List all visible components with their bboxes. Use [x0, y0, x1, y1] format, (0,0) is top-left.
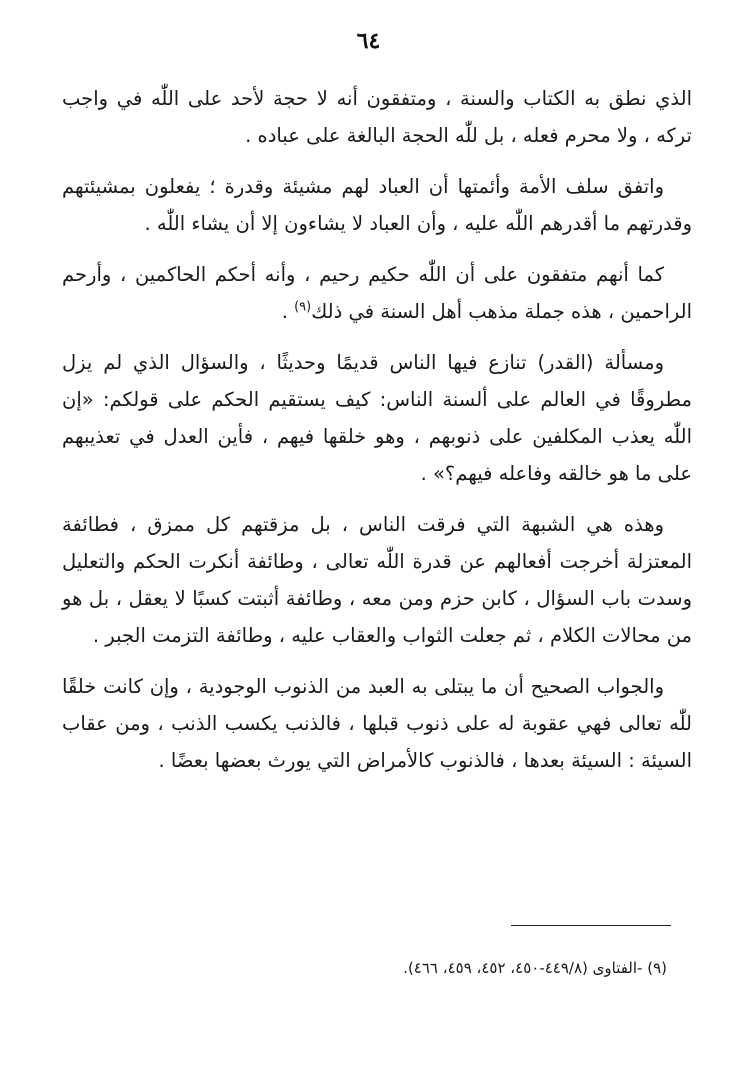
paragraph-1 — [62, 80, 692, 154]
paragraph-3-end: . — [281, 300, 295, 323]
paragraph-2-text: واتفق سلف الأمة وأئمتها أن العباد لهم مشيئة وقدرة ؛ يفعلون بمشيئتهم وقدرتهم ما أقدرهم اللّٰه عليه ، وأن العباد لا يشاءون إلا أن يشاء اللّٰه . — [62, 175, 692, 235]
paragraph-3-text: كما أنهم متفقون على أن اللّٰه حكيم رحيم ، وأنه أحكم الحاكمين ، وأرحم الراحمين ، هذه جملة مذهب أهل السنة في ذلك — [62, 263, 692, 323]
paragraph-1-text: الذي نطق به الكتاب والسنة ، ومتفقون أنه لا حجة لأحد على اللّٰه في واجب تركه ، ولا محرم فعله ، بل للّٰه الحجة البالغة على عباده . — [62, 87, 692, 147]
page-number: ٦٤ — [356, 28, 381, 54]
footnote-divider — [511, 925, 671, 926]
paragraph-5 — [62, 506, 692, 654]
paragraph-4 — [62, 344, 692, 492]
paragraph-4-text: ومسألة (القدر) تنازع فيها الناس قديمًا وحديثًا ، والسؤال الذي لم يزل مطروقًا في العالم على ألسنة الناس: كيف يستقيم الحكم على قولكم: «إن اللّٰه يعذب المكلفين على ذنوبهم ، وهو خلقها فيهم ، فأين العدل في تعذيبهم على ما هو خالقه وفاعله فيهم؟» . — [62, 351, 692, 485]
footnote: (٩) -الفتاوى (٤٤٩/٨-٤٥٠، ٤٥٢، ٤٥٩، ٤٦٦). — [403, 959, 667, 977]
paragraph-3 — [62, 256, 692, 330]
paragraph-6 — [62, 668, 692, 779]
paragraph-6-text: والجواب الصحيح أن ما يبتلى به العبد من الذنوب الوجودية ، وإن كانت خلقًا للّٰه تعالى فهي عقوبة له على ذنوب قبلها ، فالذنب يكسب الذنب ، ومن عقاب السيئة : السيئة بعدها ، فالذنوب كالأمراض التي يورث بعضها بعضًا . — [62, 675, 692, 772]
main-text — [62, 80, 692, 793]
paragraph-5-text: وهذه هي الشبهة التي فرقت الناس ، بل مزقتهم كل ممزق ، فطائفة المعتزلة أخرجت أفعالهم عن قدرة اللّٰه تعالى ، وطائفة أنكرت الحكم والتعليل وسدت باب السؤال ، كابن حزم ومن معه ، وطائفة أثبتت كسبًا لا يعقل ، بل هو من محالات الكلام ، ثم جعلت الثواب والعقاب عليه ، وطائفة التزمت الجبر . — [62, 513, 692, 647]
paragraph-2 — [62, 168, 692, 242]
footnote-reference: (٩) — [294, 299, 312, 315]
